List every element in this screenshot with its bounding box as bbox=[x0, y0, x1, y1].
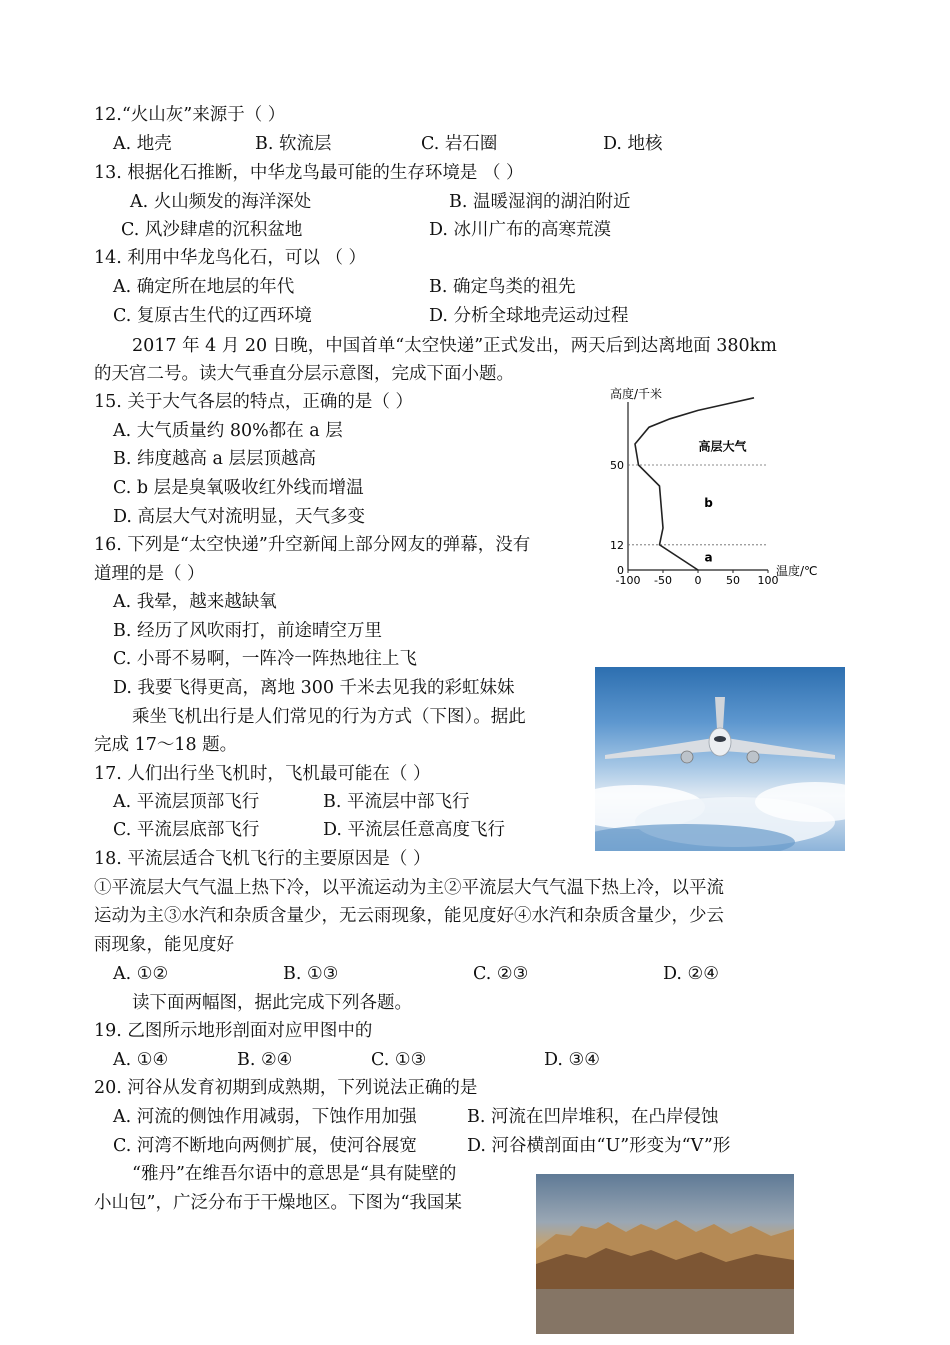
temperature-curve bbox=[635, 398, 754, 570]
y-tick-label: 50 bbox=[610, 459, 624, 472]
option-a: A. 火山频发的海洋深处 bbox=[130, 192, 312, 212]
option-a: A. 地壳 bbox=[113, 134, 172, 154]
x-axis-label: 温度/℃ bbox=[776, 564, 818, 578]
option-c: C. 复原古生代的辽西环境 bbox=[113, 306, 312, 326]
option-a: A. 确定所在地层的年代 bbox=[113, 277, 295, 297]
option-b: B. ②④ bbox=[237, 1050, 293, 1070]
option-b: B. 经历了风吹雨打，前途晴空万里 bbox=[113, 621, 382, 641]
text-line: 道理的是（ ） bbox=[94, 564, 205, 584]
y-tick-label: 0 bbox=[617, 564, 624, 577]
y-axis-label: 高度/千米 bbox=[610, 387, 663, 401]
option-b: B. 软流层 bbox=[255, 134, 332, 154]
x-tick-label: 50 bbox=[726, 574, 740, 587]
option-b: B. ①③ bbox=[283, 964, 339, 984]
option-c: C. 岩石圈 bbox=[421, 134, 498, 154]
airplane-photo bbox=[595, 667, 845, 851]
option-d: D. 冰川广布的高寒荒漠 bbox=[429, 220, 612, 240]
option-a: A. 大气质量约 80%都在 a 层 bbox=[113, 421, 343, 441]
option-c: C. 风沙肆虐的沉积盆地 bbox=[121, 220, 303, 240]
option-d: D. 分析全球地壳运动过程 bbox=[429, 306, 629, 326]
option-a: A. 我晕，越来越缺氧 bbox=[113, 592, 277, 612]
option-d: D. 我要飞得更高，离地 300 千米去见我的彩虹妹妹 bbox=[113, 678, 515, 698]
option-c: C. 河湾不断地向两侧扩展，使河谷展宽 bbox=[113, 1136, 417, 1156]
option-d: D. ②④ bbox=[663, 964, 719, 984]
intro-paragraph-line: 读下面两幅图，据此完成下列各题。 bbox=[132, 993, 412, 1013]
text-line: 20. 河谷从发育初期到成熟期，下列说法正确的是 bbox=[94, 1078, 478, 1098]
text-line: 15. 关于大气各层的特点，正确的是（ ） bbox=[94, 392, 413, 412]
text-line: ①平流层大气气温上热下冷，以平流运动为主②平流层大气气温下热上冷，以平流 bbox=[94, 878, 724, 898]
yardang-photo bbox=[536, 1174, 794, 1334]
text-line: 12.“火山灰”来源于（ ） bbox=[94, 105, 286, 125]
x-tick-label: -50 bbox=[654, 574, 672, 587]
text-line: 13. 根据化石推断，中华龙鸟最可能的生存环境是 （ ） bbox=[94, 163, 524, 183]
option-d: D. 地核 bbox=[603, 134, 663, 154]
text-line: 运动为主③水汽和杂质含量少，无云雨现象，能见度好④水汽和杂质含量少，少云 bbox=[94, 906, 724, 926]
option-d: D. ③④ bbox=[544, 1050, 600, 1070]
layer-label: a bbox=[704, 550, 713, 565]
intro-paragraph-line: 完成 17～18 题。 bbox=[94, 735, 238, 755]
option-b: B. 确定鸟类的祖先 bbox=[429, 277, 576, 297]
intro-paragraph-line: “雅丹”在维吾尔语中的意思是“具有陡壁的 bbox=[132, 1164, 457, 1184]
text-line: 16. 下列是“太空快递”升空新闻上部分网友的弹幕，没有 bbox=[94, 535, 531, 555]
option-c: C. ①③ bbox=[371, 1050, 427, 1070]
option-b: B. 平流层中部飞行 bbox=[323, 792, 470, 812]
layer-label: 高层大气 bbox=[698, 439, 747, 454]
x-tick-label: -100 bbox=[615, 574, 641, 587]
text-line: 18. 平流层适合飞机飞行的主要原因是（ ） bbox=[94, 849, 431, 869]
option-c: C. 小哥不易啊，一阵冷一阵热地往上飞 bbox=[113, 649, 417, 669]
atmosphere-layer-chart bbox=[600, 382, 830, 592]
x-tick-label: 100 bbox=[757, 574, 779, 587]
text-line: 14. 利用中华龙鸟化石，可以 （ ） bbox=[94, 248, 367, 268]
option-a: A. ①④ bbox=[113, 1050, 169, 1070]
option-d: D. 平流层任意高度飞行 bbox=[323, 820, 506, 840]
option-c: C. ②③ bbox=[473, 964, 529, 984]
y-tick-label: 12 bbox=[610, 538, 624, 552]
intro-paragraph-line: 的天宫二号。读大气垂直分层示意图，完成下面小题。 bbox=[94, 364, 514, 384]
option-d: D. 河谷横剖面由“U”形变为“V”形 bbox=[467, 1136, 731, 1156]
layer-label: b bbox=[704, 496, 713, 510]
option-b: B. 温暖湿润的湖泊附近 bbox=[449, 192, 631, 212]
airplane-icon bbox=[595, 667, 845, 851]
option-a: A. 河流的侧蚀作用减弱，下蚀作用加强 bbox=[113, 1107, 417, 1127]
layer-labels bbox=[698, 438, 747, 564]
text-line: 19. 乙图所示地形剖面对应甲图中的 bbox=[94, 1021, 373, 1041]
option-c: C. 平流层底部飞行 bbox=[113, 820, 260, 840]
option-b: B. 河流在凹岸堆积，在凸岸侵蚀 bbox=[467, 1107, 719, 1127]
option-d: D. 高层大气对流明显，天气多变 bbox=[113, 507, 366, 527]
option-b: B. 纬度越高 a 层层顶越高 bbox=[113, 449, 317, 469]
x-tick-label: 0 bbox=[694, 574, 702, 587]
text-line: 雨现象，能见度好 bbox=[94, 935, 234, 955]
intro-paragraph-line: 2017 年 4 月 20 日晚，中国首单“太空快递”正式发出，两天后到达离地面 380km bbox=[132, 336, 777, 356]
text-line: 17. 人们出行坐飞机时，飞机最可能在（ ） bbox=[94, 764, 431, 784]
option-c: C. b 层是臭氧吸收红外线而增温 bbox=[113, 478, 364, 498]
option-a: A. ①② bbox=[113, 964, 169, 984]
yardang-icon bbox=[536, 1174, 794, 1334]
intro-paragraph-line: 乘坐飞机出行是人们常见的行为方式（下图）。据此 bbox=[132, 707, 526, 727]
option-a: A. 平流层顶部飞行 bbox=[113, 792, 260, 812]
intro-paragraph-line: 小山包”，广泛分布于干燥地区。下图为“我国某 bbox=[94, 1193, 462, 1213]
